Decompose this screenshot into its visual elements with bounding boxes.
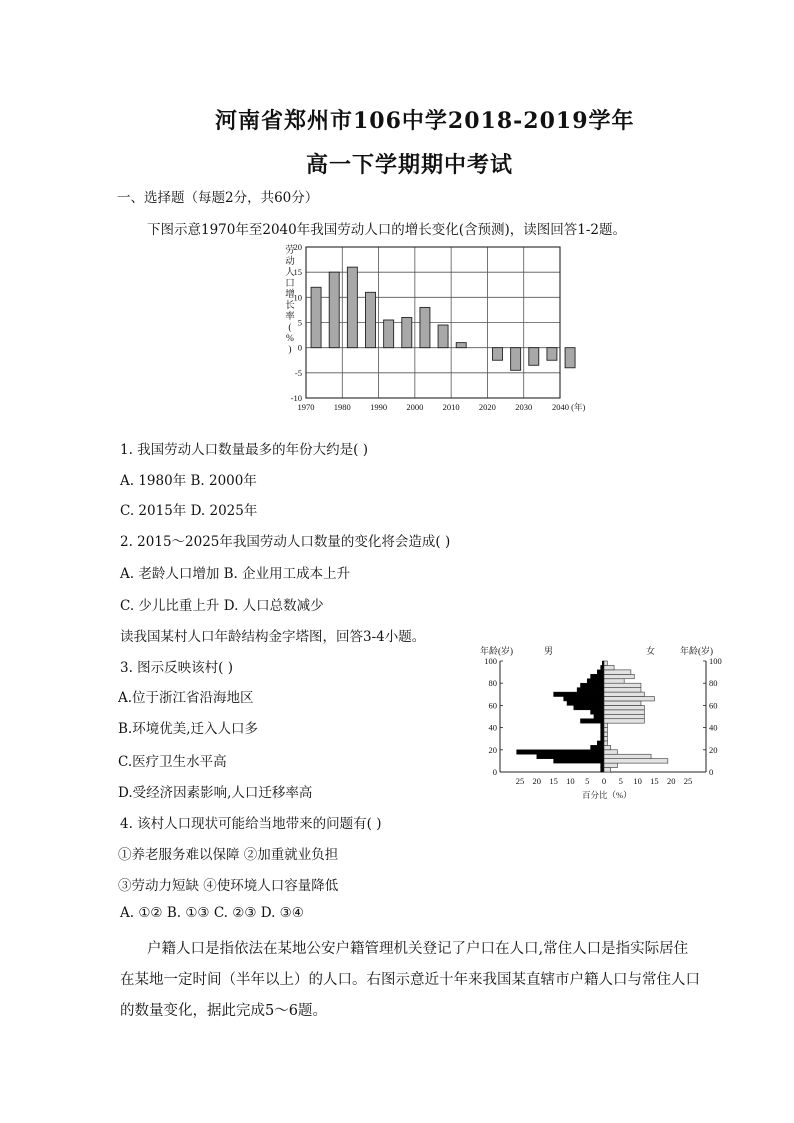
pyramid-female-bar xyxy=(604,665,614,669)
question-3-option-a: A.位于浙江省沿海地区 xyxy=(118,690,254,706)
pyramid-right-age-tick: 0 xyxy=(709,767,714,777)
pyramid-x-tick: 5 xyxy=(618,776,623,786)
chart-y-tick: 20 xyxy=(293,242,302,252)
pyramid-male-bar xyxy=(564,697,604,701)
chart-y-label-char: 长 xyxy=(285,301,295,311)
labor-growth-chart xyxy=(266,240,586,420)
chart-bar xyxy=(366,292,376,347)
question-1-options-ab: A. 1980年 B. 2000年 xyxy=(120,473,257,489)
pyramid-female-bar xyxy=(604,674,634,678)
pyramid-male-bar xyxy=(597,670,604,674)
chart-y-tick: 15 xyxy=(293,267,302,278)
pyramid-female-bar xyxy=(604,768,611,772)
doc-title-line2: 高一下学期期中考试 xyxy=(306,152,514,178)
chart-x-tick: 2020 xyxy=(478,402,496,412)
chart-bar xyxy=(511,348,521,371)
pyramid-female-bar xyxy=(604,750,617,754)
pyramid-male-bar xyxy=(591,710,604,714)
chart-bar xyxy=(329,272,339,348)
pyramid-left-age-tick: 20 xyxy=(488,744,497,755)
pyramid-male-bar xyxy=(601,723,604,727)
question-2-options-cd: C. 少儿比重上升 D. 人口总数减少 xyxy=(120,598,324,614)
pyramid-male-bar xyxy=(601,736,604,740)
question-3: 3. 图示反映该村( ) xyxy=(120,660,233,676)
question-1-options-cd: C. 2015年 D. 2025年 xyxy=(120,503,258,519)
pyramid-x-tick: 0 xyxy=(601,776,607,786)
question-3-option-b: B.环境优美,迁入人口多 xyxy=(118,721,259,737)
pyramid-x-tick: 25 xyxy=(683,776,693,786)
chart-y-label-char: % xyxy=(286,334,294,344)
pyramid-female-bar xyxy=(604,736,607,740)
chart-y-tick: -10 xyxy=(290,393,302,403)
chart-y-label-char: 人 xyxy=(285,268,295,278)
pyramid-female-bar xyxy=(604,741,607,745)
question-intro-3-4: 读我国某村人口年龄结构金字塔图，回答3-4小题。 xyxy=(120,629,426,645)
pyramid-male-bar xyxy=(554,759,604,763)
chart-x-tick: 2030 xyxy=(515,402,533,412)
pyramid-male-bar xyxy=(601,763,604,767)
pyramid-left-age-tick: 0 xyxy=(492,767,497,777)
chart-y-label-char: 口 xyxy=(285,279,295,289)
pyramid-x-tick: 10 xyxy=(633,776,642,786)
chart-bar xyxy=(384,320,394,348)
chart-x-tick: 2040 (年) xyxy=(552,402,586,412)
chart-bar xyxy=(547,348,557,361)
chart-bar xyxy=(438,325,448,348)
passage-line-2: 在某地一定时间（半年以上）的人口。右图示意近十年来我国某直辖市户籍人口与常住人口 xyxy=(120,972,700,988)
pyramid-female-bar xyxy=(604,710,644,714)
pyramid-male-bar xyxy=(580,683,604,687)
question-intro-1-2: 下图示意1970年至2040年我国劳动人口的增长变化(含预测)，读图回答1-2题。 xyxy=(147,222,626,238)
chart-x-tick: 1970 xyxy=(297,402,315,412)
chart-x-tick: 1990 xyxy=(370,402,388,412)
question-4-options: A. ①② B. ①③ C. ②③ D. ③④ xyxy=(120,905,304,921)
chart-y-tick: 5 xyxy=(297,317,302,328)
question-4-statements-2: ③劳动力短缺 ④使环境人口容量降低 xyxy=(118,878,339,894)
chart-bar xyxy=(565,348,575,368)
doc-title-line1: 河南省郑州市106中学2018-2019学年 xyxy=(215,108,635,134)
pyramid-x-tick: 15 xyxy=(650,776,659,786)
pyramid-male-bar xyxy=(601,728,604,732)
pyramid-female-bar xyxy=(604,728,607,732)
pyramid-female-bar xyxy=(604,754,651,758)
pyramid-right-age-tick: 20 xyxy=(709,744,718,755)
chart-bar xyxy=(493,348,503,361)
passage-line-3: 的数量变化，据此完成5～6题。 xyxy=(120,1003,327,1019)
question-1: 1. 我国劳动人口数量最多的年份大约是( ) xyxy=(120,442,368,458)
chart-y-label xyxy=(285,244,295,355)
pyramid-female-bar xyxy=(604,763,617,767)
question-3-option-d: D.受经济因素影响,人口迁移率高 xyxy=(118,785,313,801)
pyramid-x-tick: 5 xyxy=(585,776,590,786)
pyramid-female-bar xyxy=(604,697,654,701)
question-2: 2. 2015～2025年我国劳动人口数量的变化将会造成( ) xyxy=(120,534,451,550)
pyramid-x-tick: 20 xyxy=(666,776,676,786)
chart-x-tick: 1980 xyxy=(333,402,351,412)
pyramid-male-label: 男 xyxy=(544,646,554,656)
pyramid-male-bar xyxy=(594,714,604,718)
chart-y-label-char: 增 xyxy=(285,290,295,300)
pyramid-right-age-tick: 100 xyxy=(709,656,722,666)
pyramid-female-bar xyxy=(604,714,644,718)
passage-line-1: 户籍人口是指依法在某地公安户籍管理机关登记了户口在人口,常住人口是指实际居住 xyxy=(147,941,689,957)
question-4: 4. 该村人口现状可能给当地带来的问题有( ) xyxy=(120,816,382,832)
chart-y-label-char: ) xyxy=(288,345,292,355)
pyramid-male-bar xyxy=(574,705,604,709)
pyramid-male-bar xyxy=(591,674,604,678)
chart-grid xyxy=(306,247,560,398)
chart-y-tick: -5 xyxy=(294,367,302,378)
pyramid-x-tick: 10 xyxy=(566,776,575,786)
pyramid-male-bar xyxy=(517,750,604,754)
pyramid-male-bar xyxy=(537,754,604,758)
pyramid-female-bar xyxy=(604,679,624,683)
pyramid-male-bar xyxy=(577,688,604,692)
pyramid-female-bar xyxy=(604,683,641,687)
chart-y-label-char: 率 xyxy=(285,312,295,322)
chart-x-tick: 2010 xyxy=(442,402,460,412)
pyramid-male-bar xyxy=(601,732,604,736)
pyramid-left-title: 年龄(岁) xyxy=(480,646,513,656)
pyramid-female-label: 女 xyxy=(646,646,656,656)
question-4-statements-1: ①养老服务难以保障 ②加重就业负担 xyxy=(118,847,339,863)
chart-y-label-char: 动 xyxy=(285,257,295,267)
pyramid-male-bar xyxy=(587,679,604,683)
pyramid-right-age-tick: 80 xyxy=(709,678,718,689)
pyramid-female-bar xyxy=(604,692,644,696)
chart-y-label-char: ( xyxy=(288,323,292,333)
chart-bar xyxy=(402,317,412,347)
pyramid-male-bar xyxy=(601,665,604,669)
pyramid-x-tick: 15 xyxy=(549,776,558,786)
pyramid-female-bar xyxy=(604,688,641,692)
chart-x-ticks xyxy=(298,402,586,412)
pyramid-left-age-tick: 100 xyxy=(484,656,497,666)
pyramid-right-age-tick: 60 xyxy=(709,700,718,711)
pyramid-female-bar xyxy=(604,759,668,763)
pyramid-left-age-tick: 40 xyxy=(488,722,497,733)
question-3-option-c: C.医疗卫生水平高 xyxy=(118,754,227,770)
chart-bar xyxy=(347,267,357,348)
pyramid-male-bar xyxy=(580,719,604,723)
pyramid-right-age-tick: 40 xyxy=(709,722,718,733)
chart-bar xyxy=(311,287,321,347)
pyramid-female-bar xyxy=(604,723,607,727)
pyramid-female-bar xyxy=(604,745,611,749)
chart-y-tick: 10 xyxy=(293,292,302,303)
pyramid-x-tick: 20 xyxy=(532,776,542,786)
chart-bar xyxy=(529,348,539,366)
pyramid-left-age-tick: 80 xyxy=(488,678,497,689)
pyramid-x-tick: 25 xyxy=(515,776,525,786)
pyramid-female-bar xyxy=(604,705,644,709)
pyramid-female-bar xyxy=(604,732,607,736)
chart-bar xyxy=(420,307,430,347)
pyramid-male-bar xyxy=(567,701,604,705)
pyramid-bars xyxy=(517,661,668,772)
pyramid-male-bar xyxy=(597,741,604,745)
pyramid-female-bar xyxy=(604,661,607,665)
pyramid-female-bar xyxy=(604,670,631,674)
section-heading: 一、选择题（每题2分，共60分） xyxy=(117,190,319,206)
pyramid-female-bar xyxy=(604,701,641,705)
chart-y-tick: 0 xyxy=(297,342,302,353)
chart-x-tick: 2000 xyxy=(406,402,424,412)
pyramid-right-title: 年龄(岁) xyxy=(680,646,713,656)
population-pyramid-chart xyxy=(478,642,724,802)
pyramid-left-age-tick: 60 xyxy=(488,700,497,711)
pyramid-male-bar xyxy=(601,768,604,772)
chart-y-label-char: 劳 xyxy=(285,246,295,256)
chart-bar xyxy=(456,343,466,348)
pyramid-x-label: 百分比（%） xyxy=(582,790,632,800)
pyramid-male-bar xyxy=(554,692,604,696)
question-2-options-ab: A. 老龄人口增加 B. 企业用工成本上升 xyxy=(120,566,351,582)
chart-bars xyxy=(311,267,575,370)
pyramid-female-bar xyxy=(604,719,644,723)
pyramid-male-bar xyxy=(591,745,604,749)
